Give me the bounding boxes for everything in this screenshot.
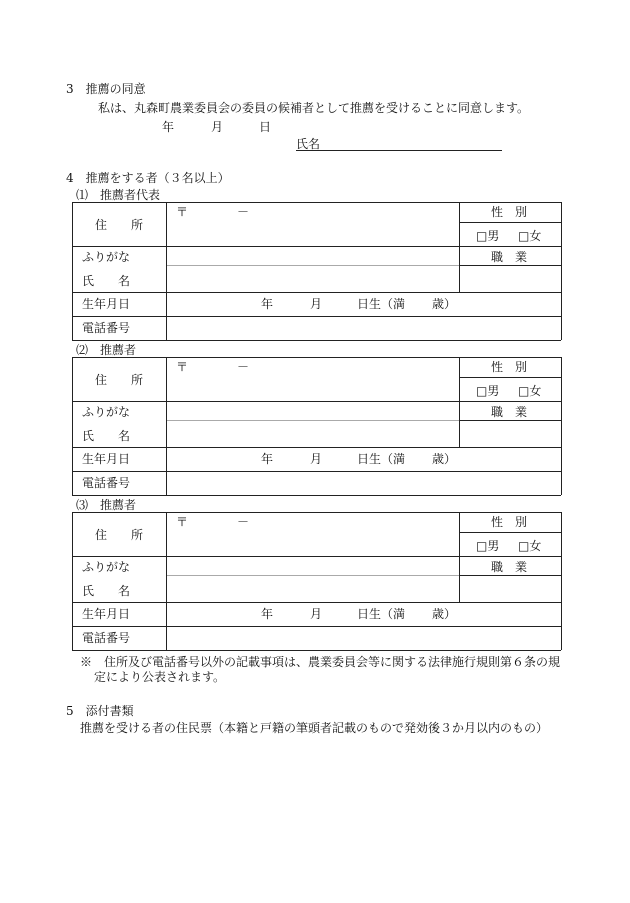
occupation-label: 職 業 bbox=[491, 250, 528, 264]
date-day-label: 日 bbox=[259, 120, 272, 134]
postal-mark: 〒 bbox=[176, 360, 189, 374]
signature-line[interactable] bbox=[296, 150, 502, 151]
phone-label: 電話番号 bbox=[82, 476, 131, 490]
disclosure-note-line1: ※ 住所及び電話番号以外の記載事項は、農業委員会等に関する法律施行規則第６条の規 bbox=[80, 655, 561, 669]
recommender-table bbox=[72, 202, 561, 340]
phone-label: 電話番号 bbox=[82, 631, 131, 645]
section-3-title: 3 推薦の同意 bbox=[66, 82, 146, 96]
gender-male-checkbox[interactable]: □男 bbox=[476, 384, 500, 398]
name-label: 氏 名 bbox=[82, 584, 131, 598]
age-label: 歳） bbox=[432, 297, 457, 311]
consent-statement: 私は、丸森町農業委員会の委員の候補者として推薦を受けることに同意します。 bbox=[98, 101, 530, 115]
age-label: 歳） bbox=[432, 607, 457, 621]
postal-dash: － bbox=[237, 515, 250, 529]
attachment-description: 推薦を受ける者の住民票（本籍と戸籍の筆頭者記載のもので発効後３か月以内のもの） bbox=[80, 721, 549, 735]
birth-year-label: 年 bbox=[261, 607, 274, 621]
phone-label: 電話番号 bbox=[82, 321, 131, 335]
birth-day-label: 日生（満 bbox=[357, 452, 406, 466]
name-label: 氏 名 bbox=[82, 429, 131, 443]
gender-label: 性 別 bbox=[491, 205, 528, 219]
gender-female-checkbox[interactable]: □女 bbox=[518, 539, 542, 553]
recommender-table bbox=[72, 357, 561, 495]
occupation-label: 職 業 bbox=[491, 405, 528, 419]
birth-day-label: 日生（満 bbox=[357, 297, 406, 311]
gender-female-checkbox[interactable]: □女 bbox=[518, 229, 542, 243]
age-label: 歳） bbox=[432, 452, 457, 466]
birth-year-label: 年 bbox=[261, 452, 274, 466]
furigana-label: ふりがな bbox=[82, 560, 131, 574]
section-5-title: 5 添付書類 bbox=[66, 704, 134, 718]
address-field[interactable] bbox=[168, 222, 456, 244]
birth-month-label: 月 bbox=[310, 452, 323, 466]
recommender-block-label: ⑴ 推薦者代表 bbox=[76, 188, 161, 202]
birth-year-label: 年 bbox=[261, 297, 274, 311]
birthdate-label: 生年月日 bbox=[82, 452, 131, 466]
birthdate-label: 生年月日 bbox=[82, 607, 131, 621]
gender-male-checkbox[interactable]: □男 bbox=[476, 229, 500, 243]
postal-mark: 〒 bbox=[176, 515, 189, 529]
address-label: 住 所 bbox=[95, 528, 144, 542]
section-4-title: 4 推薦をする者（３名以上） bbox=[66, 171, 230, 185]
signature-name-label: 氏名 bbox=[296, 137, 321, 151]
disclosure-note-line2: 定により公表されます。 bbox=[94, 670, 226, 684]
furigana-label: ふりがな bbox=[82, 250, 131, 264]
occupation-label: 職 業 bbox=[491, 560, 528, 574]
postal-mark: 〒 bbox=[176, 205, 189, 219]
gender-label: 性 別 bbox=[491, 515, 528, 529]
postal-dash: － bbox=[237, 360, 250, 374]
postal-dash: － bbox=[237, 205, 250, 219]
gender-label: 性 別 bbox=[491, 360, 528, 374]
date-month-label: 月 bbox=[211, 120, 224, 134]
recommender-block-label: ⑶ 推薦者 bbox=[76, 498, 137, 512]
birthdate-label: 生年月日 bbox=[82, 297, 131, 311]
address-label: 住 所 bbox=[95, 373, 144, 387]
birth-month-label: 月 bbox=[310, 297, 323, 311]
birth-day-label: 日生（満 bbox=[357, 607, 406, 621]
recommender-block-label: ⑵ 推薦者 bbox=[76, 343, 137, 357]
recommender-table bbox=[72, 512, 561, 650]
address-label: 住 所 bbox=[95, 218, 144, 232]
furigana-label: ふりがな bbox=[82, 405, 131, 419]
birth-month-label: 月 bbox=[310, 607, 323, 621]
date-year-label: 年 bbox=[162, 120, 175, 134]
gender-female-checkbox[interactable]: □女 bbox=[518, 384, 542, 398]
name-label: 氏 名 bbox=[82, 274, 131, 288]
gender-male-checkbox[interactable]: □男 bbox=[476, 539, 500, 553]
